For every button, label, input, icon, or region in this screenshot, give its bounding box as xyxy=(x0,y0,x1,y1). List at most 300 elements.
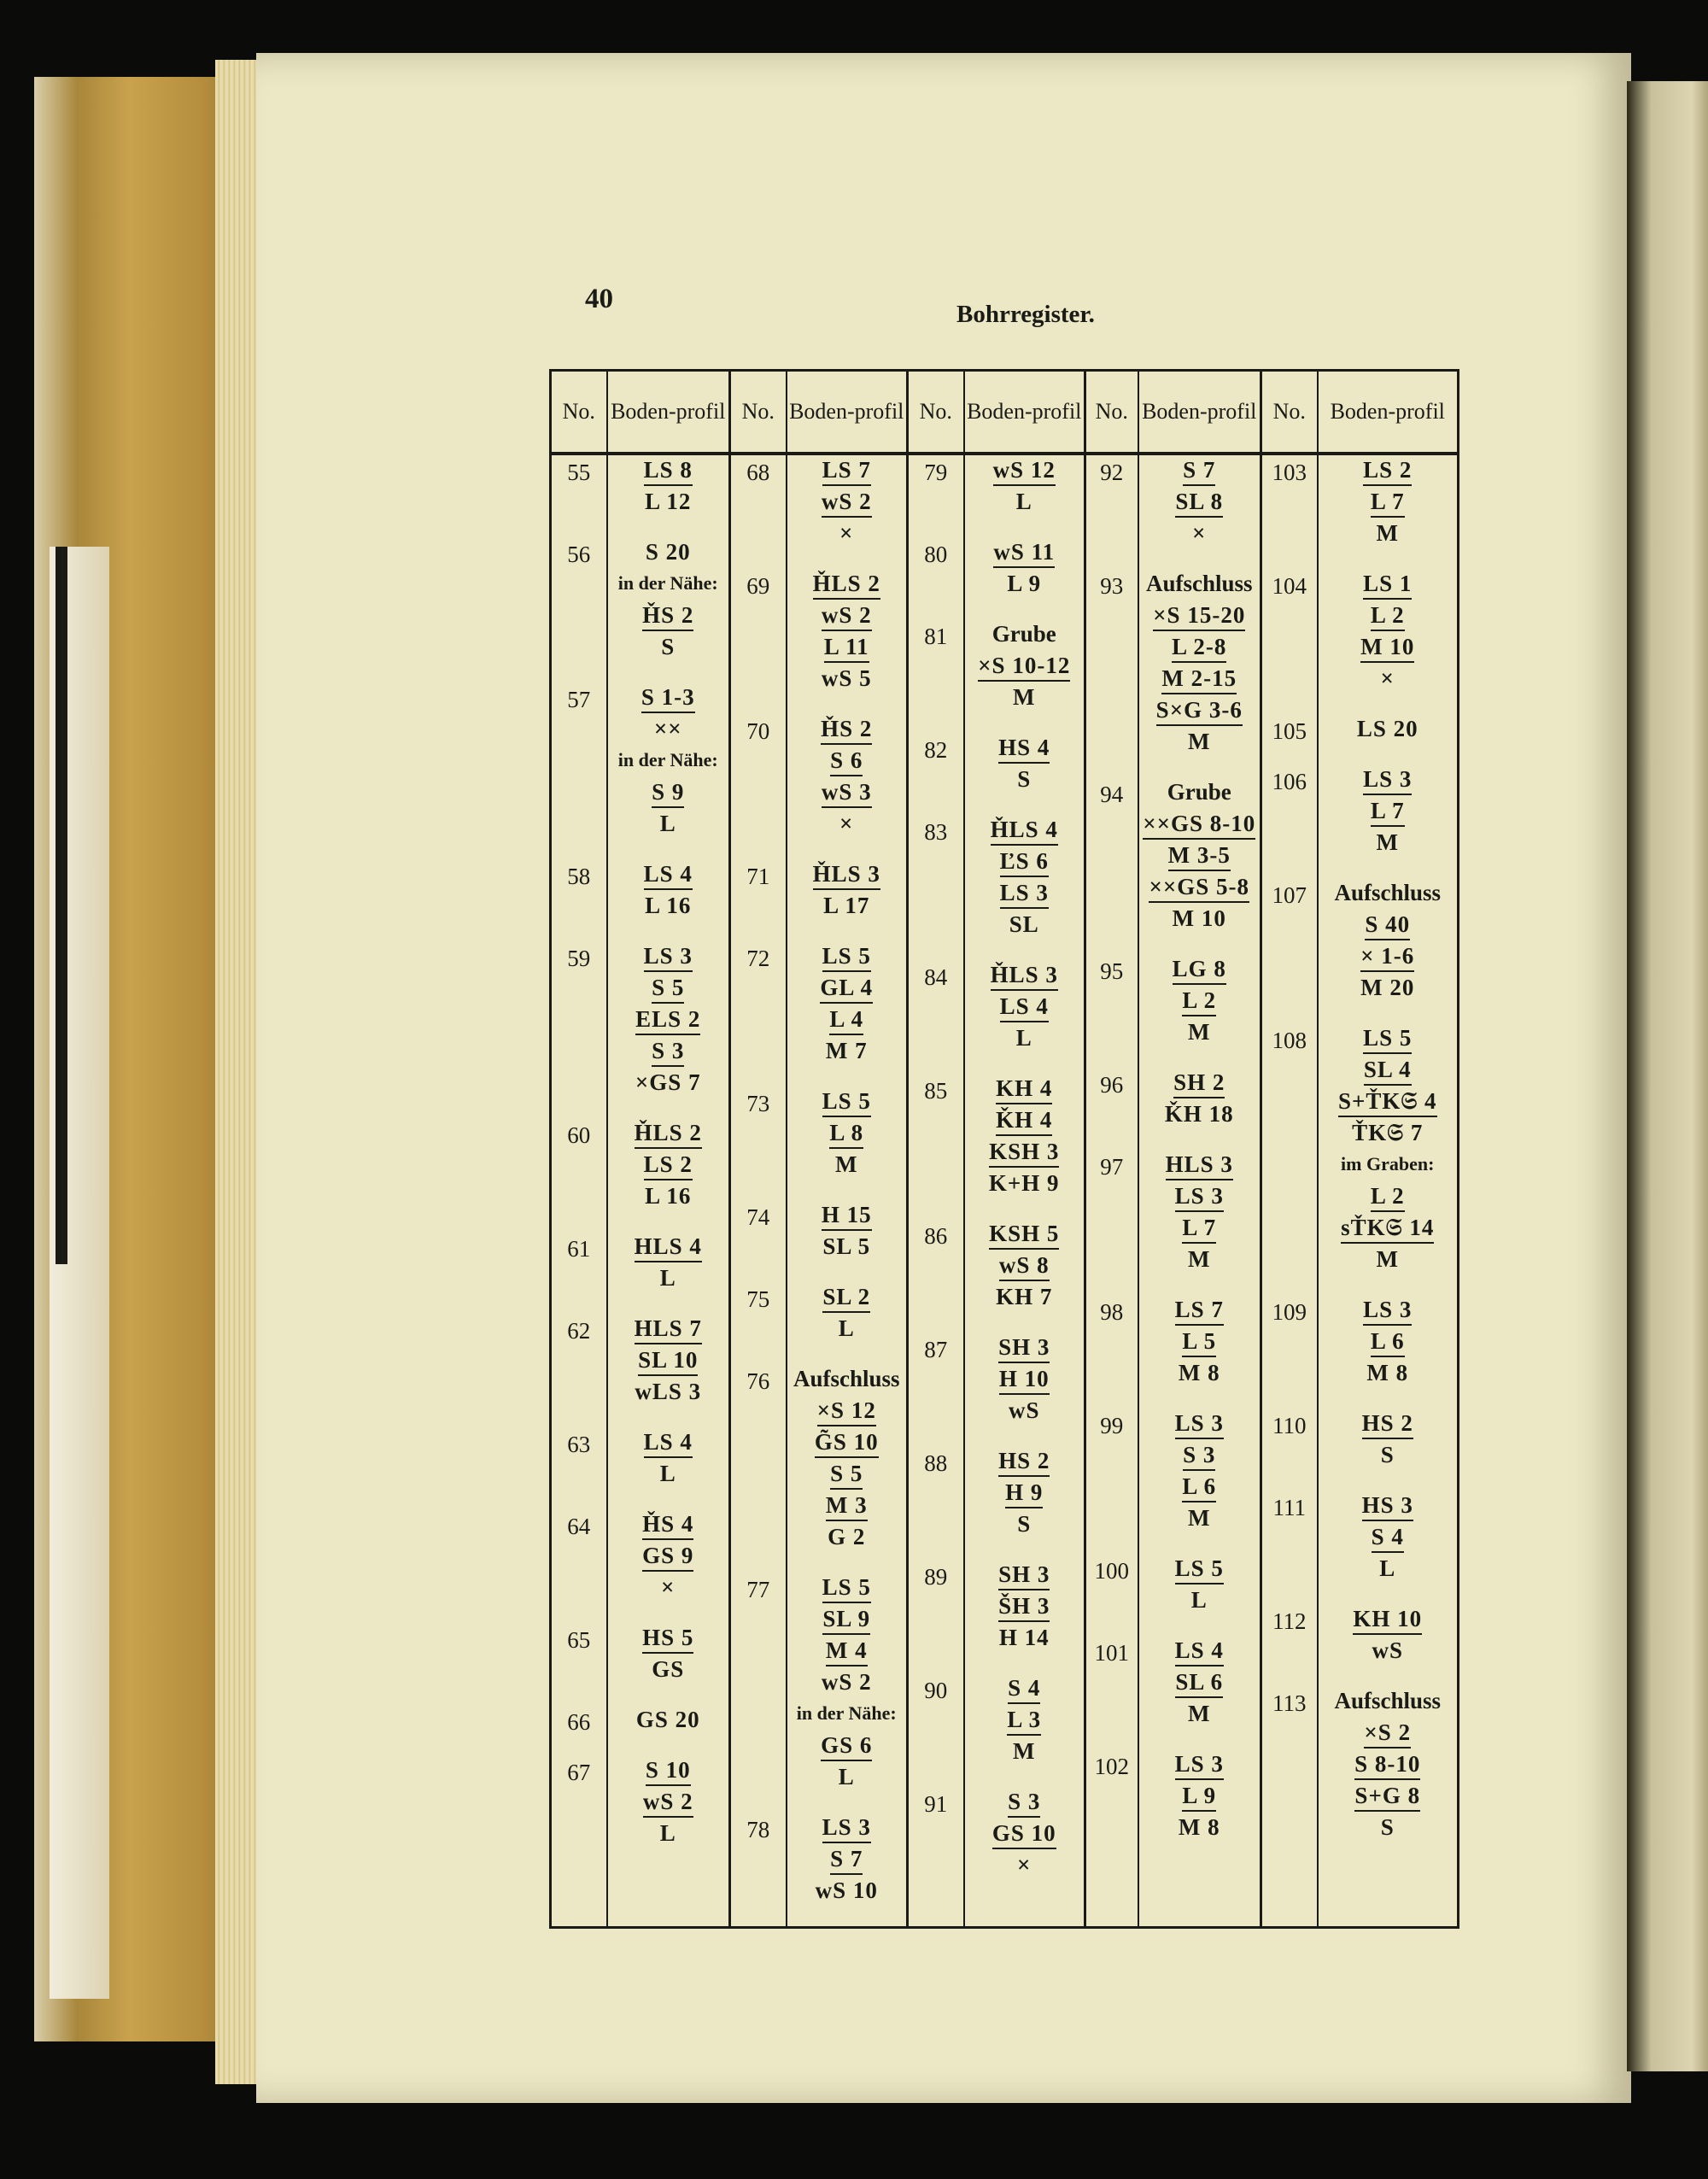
profile-layer xyxy=(608,455,729,487)
facing-page-edge xyxy=(1627,81,1708,2071)
layer-text: ȞS 4 xyxy=(642,1509,693,1540)
profile-layer xyxy=(1139,632,1261,664)
soil-profile xyxy=(608,1118,729,1232)
page-number: 40 xyxy=(585,284,613,314)
layer-text: KH 4 xyxy=(996,1074,1052,1104)
layer-text: S 1-3 xyxy=(641,682,695,713)
layer-text: H 14 xyxy=(998,1625,1050,1650)
layer-text: KSH 5 xyxy=(989,1219,1059,1250)
profile-layer xyxy=(1319,1604,1458,1636)
header-no: No. xyxy=(908,371,964,454)
bore-number: 75 xyxy=(746,1286,770,1312)
layer-text: M xyxy=(1376,829,1399,855)
profile-layer xyxy=(1319,1749,1458,1781)
layer-text: M xyxy=(1376,1246,1399,1272)
layer-text: ×S 12 xyxy=(817,1396,876,1426)
header-profile: Boden-profil xyxy=(1138,371,1261,454)
profile-layer xyxy=(787,1491,907,1522)
soil-profile xyxy=(1139,1409,1261,1554)
soil-profile xyxy=(787,941,907,1087)
layer-text: LS 5 xyxy=(1363,1023,1412,1054)
layer-text: M 10 xyxy=(1360,632,1414,663)
profile-layer xyxy=(965,1364,1085,1396)
layer-text: LS 20 xyxy=(1356,716,1418,741)
layer-text: S xyxy=(1017,1511,1032,1537)
profile-layer xyxy=(608,1118,729,1150)
bore-number: 89 xyxy=(924,1564,948,1590)
soil-profile xyxy=(1139,1150,1261,1295)
profile-layer xyxy=(965,1673,1085,1705)
profile-layer xyxy=(1319,1023,1458,1055)
profile-layer xyxy=(787,1396,907,1427)
profile-layer xyxy=(608,891,729,923)
layer-text: S 4 xyxy=(1372,1522,1404,1553)
profile-layer xyxy=(965,1282,1085,1314)
profile-layer xyxy=(965,1137,1085,1169)
layer-text: M xyxy=(1188,1246,1211,1272)
layer-text: LS 3 xyxy=(1363,1295,1412,1326)
column-numbers xyxy=(1085,454,1138,1928)
layer-text: S 9 xyxy=(652,777,684,808)
bore-number: 76 xyxy=(746,1368,770,1394)
layer-text: M 7 xyxy=(825,1038,868,1063)
profile-layer xyxy=(787,941,907,973)
profile-layer xyxy=(787,1731,907,1762)
layer-text: GS 10 xyxy=(992,1819,1056,1849)
layer-text: SL 8 xyxy=(1175,487,1223,518)
layer-text: H 9 xyxy=(1005,1478,1043,1508)
profile-layer xyxy=(787,1200,907,1232)
layer-text: LS 7 xyxy=(822,455,871,486)
layer-text: M xyxy=(835,1151,858,1177)
profile-layer xyxy=(965,682,1085,714)
bore-number: 103 xyxy=(1272,460,1307,485)
layer-text: LS 4 xyxy=(644,1427,693,1458)
layer-text: SL 2 xyxy=(822,1282,870,1313)
profile-layer xyxy=(965,1819,1085,1850)
profile-layer xyxy=(1139,1099,1261,1131)
profile-layer xyxy=(965,1623,1085,1655)
layer-text: wS 2 xyxy=(822,487,872,518)
profile-layer xyxy=(787,809,907,841)
profile-layer xyxy=(1319,487,1458,518)
column-numbers xyxy=(908,454,964,1928)
profile-layer xyxy=(787,1118,907,1150)
layer-text: LS 4 xyxy=(1175,1636,1224,1666)
bore-number: 94 xyxy=(1100,782,1124,807)
profile-layer xyxy=(787,1150,907,1181)
profile-layer xyxy=(787,1459,907,1491)
bore-number: 81 xyxy=(924,624,948,649)
profile-layer xyxy=(1139,569,1261,600)
profile-layer xyxy=(965,1787,1085,1819)
profile-layer xyxy=(1139,1150,1261,1181)
profile-layer xyxy=(787,1364,907,1396)
layer-text: ȞLS 3 xyxy=(991,960,1058,991)
soil-profile xyxy=(1319,1491,1458,1604)
bore-number: 77 xyxy=(746,1577,770,1602)
profile-layer xyxy=(608,941,729,973)
header-profile: Boden-profil xyxy=(607,371,730,454)
layer-text: S×G 3-6 xyxy=(1156,695,1243,726)
profile-layer xyxy=(965,537,1085,569)
layer-text: L 16 xyxy=(645,1183,692,1209)
layer-text: wS 2 xyxy=(821,1669,872,1695)
bore-number: 69 xyxy=(746,573,770,599)
profile-layer xyxy=(1139,1781,1261,1813)
bore-number: 109 xyxy=(1272,1299,1307,1325)
layer-text: ĽS 6 xyxy=(1000,846,1049,877)
soil-profile xyxy=(787,455,907,569)
soil-profile xyxy=(608,1427,729,1509)
profile-layer xyxy=(1319,1118,1458,1150)
profile-layer xyxy=(787,1087,907,1118)
bore-number: 55 xyxy=(567,460,591,485)
profile-layer xyxy=(1139,777,1261,809)
soil-profile xyxy=(1319,764,1458,878)
profile-layer xyxy=(787,1844,907,1876)
layer-text: S xyxy=(1380,1442,1395,1467)
layer-text: HLS 3 xyxy=(1166,1150,1233,1180)
profile-layer xyxy=(1319,1087,1458,1118)
soil-profile xyxy=(965,1560,1085,1673)
profile-layer xyxy=(1139,1813,1261,1844)
layer-text: ǨH 4 xyxy=(996,1105,1052,1136)
profile-layer xyxy=(1139,904,1261,935)
layer-text: S 4 xyxy=(1008,1673,1040,1704)
layer-text: GL 4 xyxy=(820,973,873,1004)
profile-layer xyxy=(608,1377,729,1409)
profile-layer xyxy=(1139,487,1261,518)
layer-text: S xyxy=(1017,766,1032,792)
profile-layer xyxy=(608,682,729,714)
column-profiles xyxy=(607,454,730,1928)
profile-layer xyxy=(608,1181,729,1213)
soil-profile xyxy=(787,1282,907,1364)
layer-text: Grube xyxy=(1167,779,1231,805)
profile-layer xyxy=(965,1446,1085,1478)
profile-layer xyxy=(1139,1245,1261,1276)
profile-layer xyxy=(1139,809,1261,841)
layer-text: S+G 8 xyxy=(1354,1781,1420,1812)
bore-number: 62 xyxy=(567,1318,591,1344)
soil-profile xyxy=(1319,1023,1458,1295)
profile-layer xyxy=(1319,600,1458,632)
bore-number: 70 xyxy=(746,718,770,744)
profile-layer xyxy=(965,619,1085,651)
layer-text: L xyxy=(838,1315,855,1341)
profile-layer xyxy=(787,714,907,746)
profile-layer xyxy=(965,1509,1085,1541)
layer-text: ×S 10-12 xyxy=(978,651,1070,682)
soil-profile xyxy=(965,1219,1085,1333)
bore-number: 60 xyxy=(567,1122,591,1148)
profile-layer xyxy=(787,1762,907,1794)
layer-text: M xyxy=(1188,1701,1211,1726)
header-no: No. xyxy=(730,371,787,454)
profile-layer xyxy=(787,1876,907,1907)
profile-layer xyxy=(1139,1295,1261,1327)
bore-number: 98 xyxy=(1100,1299,1124,1325)
layer-text: S 5 xyxy=(652,973,684,1004)
profile-layer xyxy=(1139,1667,1261,1699)
soil-profile xyxy=(965,619,1085,733)
bore-number: 65 xyxy=(567,1627,591,1653)
profile-layer xyxy=(608,537,729,569)
soil-profile xyxy=(608,682,729,859)
layer-text: SL 10 xyxy=(638,1345,698,1376)
layer-text: M xyxy=(1188,1505,1211,1531)
soil-profile xyxy=(787,569,907,714)
header-profile: Boden-profil xyxy=(787,371,908,454)
bore-number: 83 xyxy=(924,819,948,845)
bore-number: 61 xyxy=(567,1236,591,1262)
profile-layer xyxy=(787,1604,907,1636)
layer-text: M xyxy=(1376,520,1399,546)
layer-text: H 15 xyxy=(822,1200,872,1231)
bore-number: 93 xyxy=(1100,573,1124,599)
profile-layer xyxy=(608,1819,729,1850)
layer-text: L xyxy=(659,811,676,836)
profile-layer xyxy=(1319,1327,1458,1358)
layer-text: L 4 xyxy=(829,1005,863,1035)
layer-text: HLS 7 xyxy=(635,1314,702,1344)
layer-text: L 7 xyxy=(1371,487,1405,518)
layer-text: S 10 xyxy=(646,1755,691,1786)
profile-layer xyxy=(1139,695,1261,727)
bore-number: 66 xyxy=(567,1709,591,1735)
bore-number: 78 xyxy=(746,1817,770,1842)
profile-layer xyxy=(1319,664,1458,695)
soil-profile xyxy=(1139,1068,1261,1150)
header-profile: Boden-profil xyxy=(964,371,1085,454)
profile-layer xyxy=(965,1105,1085,1137)
profile-layer xyxy=(608,859,729,891)
profile-layer xyxy=(1319,973,1458,1005)
profile-layer xyxy=(787,1667,907,1699)
profile-layer xyxy=(965,1850,1085,1882)
profile-layer xyxy=(965,878,1085,910)
profile-layer xyxy=(1319,1440,1458,1472)
header-profile: Boden-profil xyxy=(1318,371,1459,454)
profile-layer xyxy=(1139,1636,1261,1667)
soil-profile xyxy=(965,1673,1085,1787)
profile-layer xyxy=(608,1345,729,1377)
profile-layer xyxy=(1139,1585,1261,1617)
layer-text: LS 3 xyxy=(1175,1749,1224,1780)
profile-layer xyxy=(965,651,1085,682)
bore-number: 87 xyxy=(924,1337,948,1362)
layer-text: S 3 xyxy=(1183,1440,1215,1471)
layer-text: LS 3 xyxy=(1175,1409,1224,1439)
soil-profile xyxy=(1139,1749,1261,1863)
column-numbers xyxy=(551,454,607,1928)
layer-text: M xyxy=(1188,729,1211,754)
profile-layer xyxy=(1319,1055,1458,1087)
bore-number: 105 xyxy=(1272,718,1307,744)
layer-text: M 3 xyxy=(826,1491,868,1521)
profile-layer xyxy=(965,764,1085,796)
layer-text: ȞLS 4 xyxy=(991,815,1058,846)
profile-layer xyxy=(608,1427,729,1459)
profile-layer xyxy=(1319,1409,1458,1440)
profile-layer xyxy=(1139,872,1261,904)
layer-text: × 1-6 xyxy=(1360,941,1414,972)
layer-text: SL 5 xyxy=(822,1233,871,1259)
soil-profile xyxy=(787,1200,907,1282)
layer-text: × xyxy=(839,520,854,546)
soil-profile xyxy=(608,537,729,682)
soil-profile xyxy=(1139,455,1261,569)
profile-layer xyxy=(608,1623,729,1655)
profile-layer xyxy=(965,1737,1085,1768)
profile-layer xyxy=(965,487,1085,518)
bore-number: 74 xyxy=(746,1204,770,1230)
layer-text: ȞS 2 xyxy=(821,714,872,745)
bore-number: 92 xyxy=(1100,460,1124,485)
profile-layer xyxy=(965,1074,1085,1105)
profile-layer xyxy=(965,1169,1085,1200)
layer-text: SH 3 xyxy=(998,1333,1050,1363)
bore-number: 58 xyxy=(567,864,591,889)
layer-text: L 5 xyxy=(1182,1327,1216,1357)
profile-layer xyxy=(608,1263,729,1295)
layer-text: ȞLS 2 xyxy=(635,1118,702,1149)
layer-text: M 4 xyxy=(826,1636,868,1666)
bore-number: 99 xyxy=(1100,1413,1124,1438)
soil-profile xyxy=(1319,878,1458,1023)
profile-layer xyxy=(1139,1017,1261,1049)
layer-text: ×S 2 xyxy=(1364,1718,1411,1748)
profile-layer xyxy=(608,809,729,841)
profile-layer xyxy=(1319,878,1458,910)
layer-text: ǨH 18 xyxy=(1164,1101,1234,1127)
layer-text: sŤK𝔖 14 xyxy=(1341,1213,1434,1244)
layer-text: GS xyxy=(652,1656,685,1682)
soil-profile xyxy=(1139,569,1261,777)
profile-layer xyxy=(1319,764,1458,796)
layer-text: S 3 xyxy=(652,1036,684,1067)
profile-layer xyxy=(787,1314,907,1345)
bore-number: 68 xyxy=(746,460,770,485)
soil-profile xyxy=(965,1446,1085,1560)
profile-layer xyxy=(787,1522,907,1554)
layer-text: M 8 xyxy=(1178,1360,1220,1385)
layer-text: M 20 xyxy=(1360,975,1415,1000)
profile-layer xyxy=(787,973,907,1005)
soil-profile xyxy=(1319,569,1458,714)
layer-text: G̃S 10 xyxy=(815,1427,879,1458)
layer-text: wLS 3 xyxy=(635,1379,702,1404)
bore-number: 63 xyxy=(567,1432,591,1457)
profile-layer xyxy=(1139,1699,1261,1731)
layer-text: im Graben: xyxy=(1341,1153,1435,1174)
profile-layer xyxy=(787,1036,907,1068)
layer-text: ×GS 7 xyxy=(635,1069,701,1095)
layer-text: LS 5 xyxy=(822,941,871,972)
profile-layer xyxy=(1319,518,1458,550)
profile-layer xyxy=(1139,727,1261,759)
profile-layer xyxy=(1319,455,1458,487)
profile-layer xyxy=(1319,1213,1458,1245)
profile-layer xyxy=(608,632,729,664)
column-numbers xyxy=(730,454,787,1928)
soil-profile xyxy=(1139,954,1261,1068)
soil-profile xyxy=(608,1623,729,1705)
bore-number: 86 xyxy=(924,1223,948,1249)
bore-number: 100 xyxy=(1094,1558,1129,1584)
layer-text: wS 2 xyxy=(643,1787,693,1818)
layer-text: × xyxy=(661,1574,676,1600)
layer-text: L 8 xyxy=(829,1118,863,1149)
layer-text: S 20 xyxy=(645,539,691,565)
soil-profile xyxy=(1139,1554,1261,1636)
layer-text: wS 10 xyxy=(815,1877,878,1903)
layer-text: ×× xyxy=(653,716,682,741)
layer-text: S 7 xyxy=(1183,455,1215,486)
bore-number: 84 xyxy=(924,964,948,990)
profile-layer xyxy=(1319,1358,1458,1390)
profile-layer xyxy=(965,1705,1085,1737)
bore-number: 57 xyxy=(567,687,591,712)
profile-layer xyxy=(1319,1781,1458,1813)
layer-text: wS 12 xyxy=(993,455,1056,486)
profile-layer xyxy=(1139,1068,1261,1099)
soil-profile xyxy=(965,1333,1085,1446)
layer-text: M 3-5 xyxy=(1168,841,1231,871)
layer-text: ȞS 2 xyxy=(642,600,693,631)
running-header: Bohrregister. xyxy=(956,301,1095,328)
profile-layer xyxy=(608,1314,729,1345)
layer-text: Grube xyxy=(991,621,1056,647)
profile-layer xyxy=(787,746,907,777)
layer-text: Aufschluss xyxy=(1334,1688,1442,1713)
layer-text: ELS 2 xyxy=(635,1005,700,1035)
layer-text: SH 3 xyxy=(998,1560,1050,1590)
soil-profile xyxy=(965,537,1085,619)
profile-layer xyxy=(608,973,729,1005)
profile-layer xyxy=(1319,714,1458,746)
bore-number: 56 xyxy=(567,542,591,567)
layer-text: L 17 xyxy=(823,893,870,918)
profile-layer xyxy=(1139,1213,1261,1245)
layer-text: LS 3 xyxy=(644,941,693,972)
layer-text: Aufschluss xyxy=(1334,880,1442,905)
layer-text: × xyxy=(1380,665,1395,691)
profile-layer xyxy=(965,733,1085,764)
layer-text: wS xyxy=(1008,1397,1040,1423)
profile-layer xyxy=(787,1813,907,1844)
header-no: No. xyxy=(1085,371,1138,454)
profile-layer xyxy=(1139,1503,1261,1535)
layer-text: in der Nähe: xyxy=(796,1702,897,1724)
soil-profile xyxy=(787,1087,907,1200)
soil-profile xyxy=(965,960,1085,1074)
layer-text: ȞLS 2 xyxy=(813,569,880,600)
layer-text: L 7 xyxy=(1371,796,1405,827)
bore-number: 80 xyxy=(924,542,948,567)
profile-layer xyxy=(1319,1181,1458,1213)
layer-text: LS 3 xyxy=(1175,1181,1224,1212)
profile-layer xyxy=(787,1005,907,1036)
profile-layer xyxy=(1319,1686,1458,1718)
layer-text: L xyxy=(838,1764,855,1789)
soil-profile xyxy=(608,1232,729,1314)
layer-text: L 6 xyxy=(1182,1472,1216,1502)
layer-text: S 6 xyxy=(830,746,863,776)
layer-text: SL 9 xyxy=(822,1604,870,1635)
layer-text: L 2 xyxy=(1182,986,1216,1016)
